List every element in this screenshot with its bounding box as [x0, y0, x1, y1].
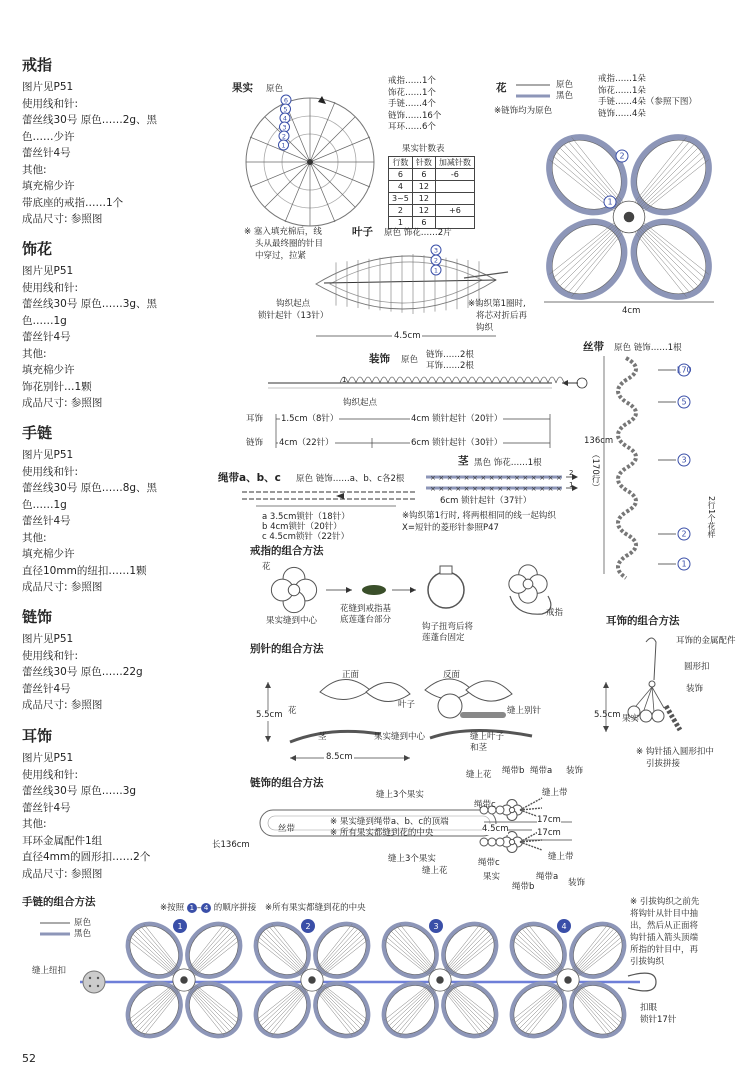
bracelet-number: 1 — [177, 922, 183, 931]
rope-title: 绳带a、b、c — [218, 472, 281, 484]
svg-text:×: × — [430, 474, 436, 482]
row-number: 5 — [283, 105, 288, 114]
row-number: 1 — [607, 197, 613, 207]
section-line: 色……1g — [22, 498, 67, 511]
flower-note: ※链饰均为原色 — [494, 106, 553, 116]
section-title: 手链 — [22, 424, 53, 442]
ribbon-chart — [598, 352, 718, 582]
section-line: 成品尺寸: 参照图 — [22, 397, 103, 409]
deco-ear-dim: 1.5cm（8针） — [281, 414, 339, 424]
section-line: 成品尺寸: 参照图 — [22, 213, 103, 225]
chain-label-fruit-bot: 缝上3个果实 — [388, 854, 436, 864]
row-number: 2 — [281, 132, 287, 141]
ear-label-height: 5.5cm — [594, 710, 621, 720]
chain-label-ribbon-top: 缝上带 — [542, 788, 568, 798]
ring-label-ring: 戒指 — [546, 608, 564, 618]
row-number: 3 — [681, 455, 687, 465]
row-number: 4 — [282, 114, 288, 123]
fruit-color: 原色 — [266, 84, 284, 94]
fruit-table-title: 果实针数表 — [402, 144, 445, 154]
pin-label-height: 5.5cm — [256, 710, 283, 720]
deco-chain-dim: 4cm（22针） — [279, 438, 334, 448]
ear-label-deco: 装饰 — [686, 684, 704, 694]
deco-start: 钩织起点 — [343, 398, 378, 408]
chain-label-rope-a-top: 绳带a — [530, 766, 553, 776]
deco-color: 原色 — [401, 355, 419, 365]
section-line: 蕾丝针4号 — [22, 331, 71, 343]
chain-label-flower-bot: 缝上花 — [422, 866, 448, 876]
svg-text:×: × — [488, 474, 495, 482]
svg-text:×: × — [480, 485, 487, 493]
section-line: 填充棉少许 — [22, 180, 75, 192]
svg-text:×: × — [539, 474, 546, 482]
bracelet-notes: ※按照 1 – 4 的顺序拼接 ※所有果实都缝到花的中央 — [160, 903, 366, 913]
deco-counts: 链饰……2根 耳饰……2根 — [426, 350, 474, 371]
ring-label-base: 花缝到戒指基 底莲蓬台部分 — [340, 604, 392, 625]
bracelet-number: 2 — [305, 922, 311, 931]
svg-text:×: × — [522, 485, 529, 493]
svg-text:×: × — [547, 474, 554, 482]
chain-label-rope-c-bot: 绳带c — [478, 858, 500, 868]
svg-text:×: × — [514, 485, 520, 493]
bracelet-right-note: ※ 引拔钩织之前先 将钩针从针目中抽 出，然后从正面将 钩针插入箭头顶端 所指的针目中，再 引拔钩织 — [630, 897, 700, 967]
section-line: 色……1g — [22, 314, 67, 327]
ribbon-title: 丝带 — [583, 341, 604, 353]
section-line: 色……少许 — [22, 130, 75, 143]
section-line: 图片见P51 — [22, 265, 74, 277]
flower-title: 花 — [496, 82, 507, 94]
section-line: 蕾丝线30号 原色……3g — [22, 785, 137, 797]
svg-text:×: × — [446, 485, 453, 493]
section-line: 使用线和针: — [22, 97, 79, 110]
svg-text:×: × — [530, 485, 537, 493]
stem-color: 黑色 饰花……1根 — [474, 458, 542, 468]
ring-label-hook: 钩子扭弯后将 莲蓬台固定 — [422, 622, 474, 643]
pin-assembly-figure — [260, 668, 550, 768]
svg-text:×: × — [530, 474, 537, 482]
fruit-stitch-table: 行数 针数 加减针数 6 6 -6 4 12 3~5 12 2 12 +6 1 6 — [388, 156, 475, 229]
svg-text:×: × — [505, 485, 512, 493]
svg-text:×: × — [556, 485, 562, 493]
deco-ear-label: 耳饰 — [246, 414, 264, 424]
order-badge-1: 1 — [187, 903, 197, 913]
flower-chart — [538, 126, 720, 308]
pin-label-back: 反面 — [443, 670, 461, 680]
section-line: 蕾丝线30号 原色……2g、黑 — [22, 114, 158, 126]
section-corsage — [22, 239, 222, 412]
ear-label-fruit: 果实 — [622, 714, 640, 724]
section-necklace — [22, 607, 222, 714]
chain-assembly-title: 链饰的组合方法 — [250, 777, 324, 789]
section-line: 其他: — [22, 531, 47, 544]
section-line: 使用线和针: — [22, 768, 79, 781]
pin-label-flower: 花 — [288, 706, 297, 716]
row-number: 1 — [681, 559, 687, 569]
pin-label-sew: 缝上叶子 和茎 — [470, 732, 505, 753]
section-line: 耳环金属配件1组 — [22, 834, 103, 847]
svg-text:×: × — [488, 485, 495, 493]
section-line: 填充棉少许 — [22, 548, 75, 560]
section-title: 饰花 — [22, 240, 53, 258]
section-line: 其他: — [22, 347, 47, 360]
fruit-note: ※ 塞入填充棉后，线 头从最终圈的针目 中穿过，拉紧 — [244, 227, 324, 261]
ring-assembly-title: 戒指的组合方法 — [250, 545, 324, 557]
section-line: 蕾丝针4号 — [22, 515, 71, 527]
section-line: 使用线和针: — [22, 281, 79, 294]
leaf-note: ※钩织第1圈时, 将芯对折后再 钩织 — [468, 299, 528, 333]
chain-label-flower-top: 缝上花 — [466, 770, 492, 780]
chain-label-deco-top: 装饰 — [566, 766, 584, 776]
section-line: 成品尺寸: 参照图 — [22, 867, 103, 880]
ear-label-metal: 耳饰的金属配件 — [676, 636, 736, 646]
ring-label-flower: 花 — [262, 562, 271, 572]
svg-text:×: × — [505, 474, 512, 482]
section-ring — [22, 55, 222, 228]
bracelet-assembly-title: 手链的组合方法 — [22, 896, 96, 908]
deco-chain-label: 链饰 — [246, 438, 264, 448]
stem-note: ※钩织第1行时, 将两根相同的线一起钩织 X=短针的菱形针参照P47 — [402, 511, 556, 533]
pin-label-front: 正面 — [342, 670, 360, 680]
chain-notes: ※ 果实缝到绳带a、b、c的顶端 ※ 所有果实都缝到花的中央 — [330, 817, 449, 838]
svg-text:×: × — [430, 485, 436, 493]
leaf-title: 叶子 — [352, 226, 373, 238]
section-line: 图片见P51 — [22, 449, 74, 461]
chain-label-ribbon-bot: 缝上带 — [548, 852, 574, 862]
flower-legend: 原色 黑色 — [556, 80, 574, 101]
svg-text:×: × — [556, 474, 562, 482]
svg-text:×: × — [497, 485, 504, 493]
chain-label-rope-a-bot: 绳带a — [536, 872, 559, 882]
chain-label-rope-b-top: 绳带b — [502, 766, 525, 776]
svg-text:×: × — [472, 474, 478, 482]
leaf-colors: 原色 饰花……2片 — [384, 228, 452, 238]
deco-chain-chain: 6cm 锁针起针（30针） — [411, 438, 503, 448]
section-line: 图片见P51 — [22, 752, 74, 764]
deco-row-1: 1 — [342, 376, 347, 384]
section-line: 图片见P51 — [22, 81, 74, 93]
deco-ear-chain: 4cm 锁针起针（20针） — [411, 414, 503, 424]
section-title: 耳饰 — [22, 727, 53, 745]
chain-label-17b: 17cm — [537, 828, 561, 838]
svg-text:×: × — [438, 485, 445, 493]
bracelet-figure — [80, 918, 690, 1048]
bracelet-loop-label: 扣眼 锁针17针 — [640, 1003, 677, 1025]
stem-row-1: 1 — [569, 481, 574, 489]
pin-label-pin: 缝上别针 — [507, 706, 542, 716]
svg-text:×: × — [455, 485, 462, 493]
svg-text:×: × — [455, 474, 462, 482]
row-number: 3 — [282, 123, 287, 132]
section-line: 使用线和针: — [22, 649, 79, 662]
section-line: 蕾丝线30号 原色……8g、黑 — [22, 482, 158, 494]
svg-text:×: × — [514, 474, 520, 482]
bracelet-legend-lines — [38, 918, 74, 940]
row-number: 2 — [433, 256, 439, 265]
chain-label-length: 长136cm — [212, 840, 250, 850]
section-line: 成品尺寸: 参照图 — [22, 699, 103, 711]
row-number: 170 — [676, 365, 692, 375]
rope-color: 原色 链饰……a、b、c各2根 — [296, 474, 405, 484]
section-line: 其他: — [22, 818, 47, 830]
svg-text:×: × — [463, 474, 470, 482]
stem-title: 茎 — [458, 455, 469, 467]
section-line: 成品尺寸: 参照图 — [22, 581, 103, 593]
section-line: 使用线和针: — [22, 465, 79, 478]
section-line: 蕾丝针4号 — [22, 801, 71, 814]
section-line: 填充棉少许 — [22, 364, 75, 376]
svg-text:×: × — [472, 485, 478, 493]
section-title: 链饰 — [22, 608, 53, 626]
fruit-chart — [240, 92, 380, 232]
flower-legend-lines — [514, 80, 554, 102]
row-number: 2 — [681, 529, 687, 539]
ribbon-rows: （170行） — [590, 450, 600, 492]
chain-label-ribbon: 丝带 — [278, 824, 296, 834]
ribbon-note: 2行1个花样 — [707, 496, 716, 539]
svg-text:×: × — [539, 485, 546, 493]
pin-label-stem: 茎 — [318, 732, 327, 742]
section-line: 直径4mm的圆形扣……2个 — [22, 851, 151, 863]
row-number: 1 — [433, 266, 439, 275]
bracelet-legend: 原色 黑色 — [74, 918, 92, 939]
fruit-counts: 戒指……1个 饰花……1个 手链……4个 链饰……16个 耳环……6个 — [388, 76, 442, 132]
svg-text:×: × — [463, 485, 470, 493]
ear-label-ring: 圆形扣 — [684, 662, 710, 672]
row-number: 2 — [619, 151, 625, 161]
row-number: 1 — [281, 141, 286, 150]
svg-text:×: × — [446, 474, 453, 482]
chain-label-rope-c-top: 绳带c — [474, 800, 496, 810]
section-line: 饰花别针…1颗 — [22, 380, 92, 393]
svg-text:×: × — [480, 474, 487, 482]
rope-items: a 3.5cm锁针（18针） b 4cm锁针（20针） c 4.5cm锁针（22针） — [262, 512, 350, 542]
section-line: 带底座的戒指……1个 — [22, 196, 124, 209]
bracelet-number: 4 — [561, 922, 567, 931]
chain-label-17a: 17cm — [537, 815, 561, 825]
pin-label-width: 8.5cm — [326, 752, 353, 762]
section-line: 图片见P51 — [22, 633, 74, 645]
svg-text:×: × — [438, 474, 445, 482]
section-line: 蕾丝线30号 原色……3g、黑 — [22, 298, 158, 310]
row-number: 5 — [681, 397, 687, 407]
bracelet-button-label: 缝上纽扣 — [32, 966, 67, 976]
pin-label-fruit: 果实缝到中心 — [374, 732, 426, 742]
ribbon-length: 136cm — [584, 436, 614, 446]
pin-label-leaf: 叶子 — [398, 700, 416, 710]
page-number: 52 — [22, 1052, 36, 1065]
ribbon-color: 原色 链饰……1根 — [614, 343, 682, 353]
row-number: 3 — [433, 246, 439, 255]
section-line: 蕾丝针4号 — [22, 682, 71, 695]
fruit-title: 果实 — [232, 82, 253, 94]
ring-label-fruit: 果实缝到中心 — [266, 616, 318, 626]
stem-row-2: 2 — [569, 469, 574, 477]
section-line: 蕾丝线30号 原色……22g — [22, 666, 143, 678]
chain-label-45: 4.5cm — [482, 824, 509, 834]
svg-text:×: × — [497, 474, 504, 482]
section-earring — [22, 726, 222, 882]
row-number: 6 — [283, 96, 289, 105]
bracelet-number: 3 — [433, 922, 439, 931]
deco-title: 装饰 — [369, 353, 390, 365]
ear-note: ※ 钩针插入圆形扣中 引拔拼接 — [636, 747, 714, 769]
section-line: 其他: — [22, 163, 47, 176]
leaf-width: 4.5cm — [394, 331, 421, 341]
stem-dim: 6cm 锁针起针（37针） — [440, 496, 532, 506]
flower-counts: 戒指……1朵 饰花……1朵 手链……4朵（参照下图） 链饰……4朵 — [598, 74, 697, 119]
section-bracelet — [22, 423, 222, 596]
order-badge-4: 4 — [201, 903, 211, 913]
section-line: 蕾丝针4号 — [22, 147, 71, 159]
ear-assembly-title: 耳饰的组合方法 — [606, 615, 680, 627]
svg-text:×: × — [522, 474, 529, 482]
chain-label-fruit-top: 缝上3个果实 — [376, 790, 424, 800]
chain-label-deco-bot: 装饰 — [568, 878, 586, 888]
svg-text:×: × — [547, 485, 554, 493]
pin-assembly-title: 别针的组合方法 — [250, 643, 324, 655]
rope-chart — [236, 484, 422, 514]
chain-label-rope-b-bot: 绳带b — [512, 882, 535, 892]
section-line: 直径10mm的纽扣……1颗 — [22, 564, 147, 577]
section-title: 戒指 — [22, 56, 53, 74]
chain-label-fruit: 果实 — [483, 872, 501, 882]
flower-width: 4cm — [622, 306, 641, 316]
leaf-start: 钩织起点 锁针起针（13针） — [258, 299, 329, 321]
